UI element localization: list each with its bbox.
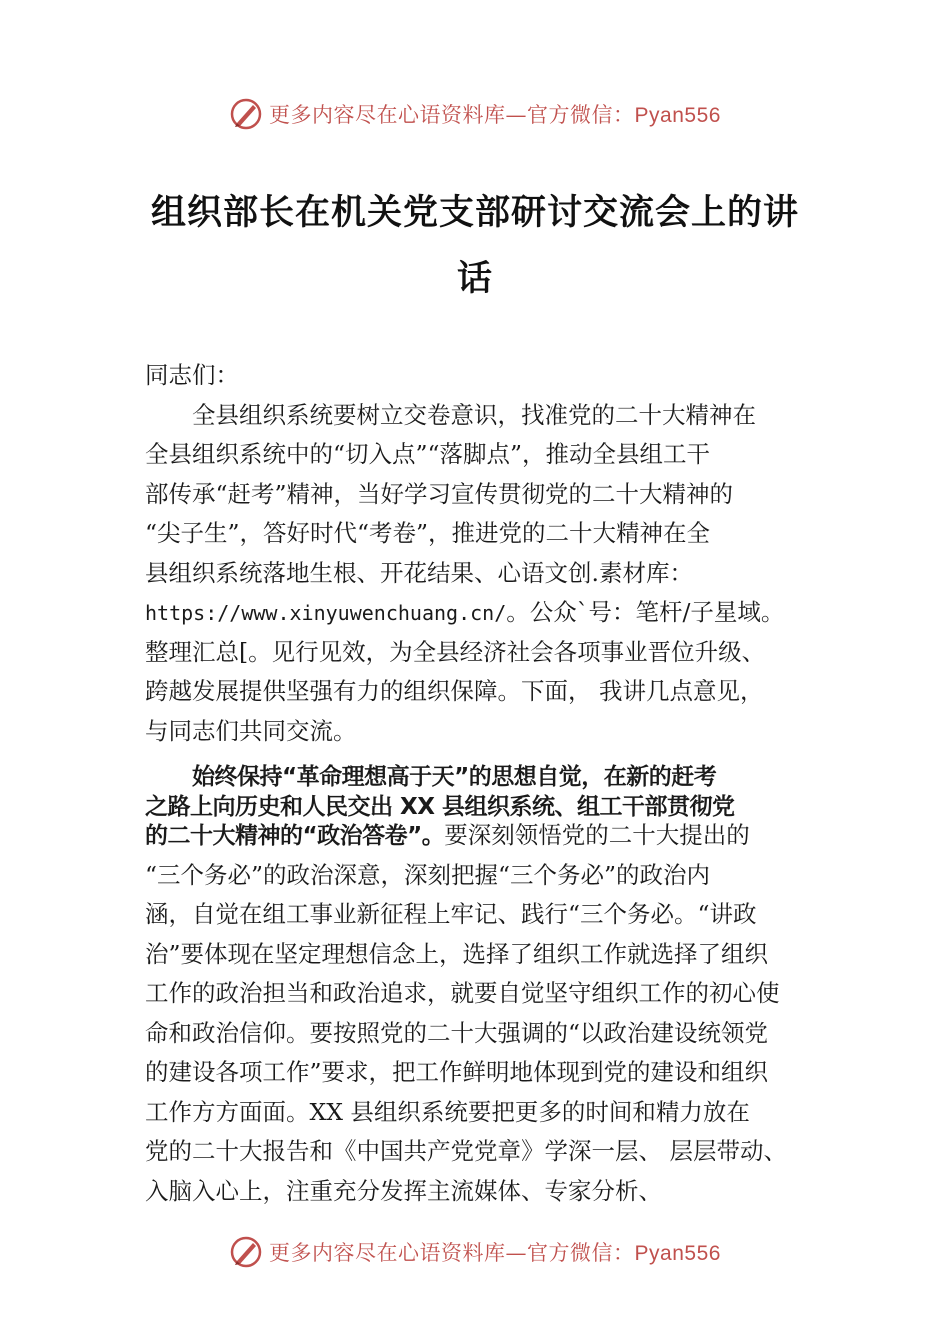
banner-text: 更多内容尽在心语资料库—官方微信：Pyan556 [269,103,721,127]
paragraph-line: 整理汇总[。见行见效，为全县经济社会各项事业晋位升级、 [145,637,766,666]
url-line-rest: 。公众`号：笔杆/子星域。 [506,598,785,626]
wechat-id: Pyan556 [634,104,721,127]
url-line [145,593,825,633]
paragraph-line: 全县组织系统中的“切入点”“落脚点”，推动全县组工干 [145,440,711,468]
paragraph-line: 治”要体现在坚定理想信念上，选择了组织工作就选择了组织 [145,939,769,968]
paragraph-line: “三个务必”的政治深意，深刻把握“三个务必”的政治内 [145,860,711,889]
heading-line-1: 始终保持“革命理想高于天”的思想自觉，在新的赶考 [192,764,717,790]
body-part-1 [145,356,825,751]
paragraph-line: 县组织系统落地生根、开花结果、心语文创.素材库： [145,558,693,587]
paragraph-line: 的建设各项工作”要求，把工作鲜明地体现到党的建设和组织 [145,1058,769,1086]
paragraph-line: 党的二十大报告和《中国共产党党章》学深一层、 层层带动、 [145,1137,787,1165]
paragraph-line: 涵，自觉在组工事业新征程上牢记、践行“三个务必。“讲政 [145,900,757,928]
banner-text: 更多内容尽在心语资料库—官方微信：Pyan556 [269,1241,721,1265]
wechat-id: Pyan556 [634,1242,721,1265]
paragraph-line: 工作的政治担当和政治追求，就要自觉坚守组织工作的初心使 [145,979,780,1007]
paragraph-line: 入脑入心上，注重充分发挥主流媒体、专家分析、 [145,1176,662,1205]
header-banner [0,94,950,134]
paragraph-line: 工作方方面面。XX 县组织系统要把更多的时间和精力放在 [145,1097,750,1126]
heading-bold-tail: 的二十大精神的“政治答卷”。 [145,823,445,849]
url-link[interactable]: https://www.xinyuwenchuang.cn/ [145,601,507,625]
paragraph-line: 命和政治信仰。要按照党的二十大强调的“以政治建设统领党 [145,1018,769,1047]
title-line-2: 话 [456,258,493,299]
paragraph-line: 跨越发展提供坚强有力的组织保障。下面， 我讲几点意见， [145,677,764,705]
salutation: 同志们： [145,361,239,389]
heading-line-3 [145,816,825,856]
paragraph-line: 与同志们共同交流。 [145,716,357,745]
paragraph-line: “尖子生”，答好时代“考卷”，推进党的二十大精神在全 [145,519,711,547]
body-part-2 [145,816,825,1211]
title-line-1: 组织部长在机关党支部研讨交流会上的讲 [150,192,799,233]
section-heading [145,762,825,822]
pen-logo-icon [229,97,263,131]
document-title [145,180,805,312]
heading-line-2: 之路上向历史和人民交出 XX 县组织系统、组工干部贯彻党 [145,794,735,820]
paragraph-line: 全县组织系统要树立交卷意识，找准党的二十大精神在 [192,400,756,429]
pen-logo-icon [229,1235,263,1269]
paragraph-line: 部传承“赶考”精神，当好学习宣传贯彻党的二十大精神的 [145,479,734,508]
heading-rest: 要深刻领悟党的二十大提出的 [444,821,750,849]
footer-banner [0,1232,950,1272]
